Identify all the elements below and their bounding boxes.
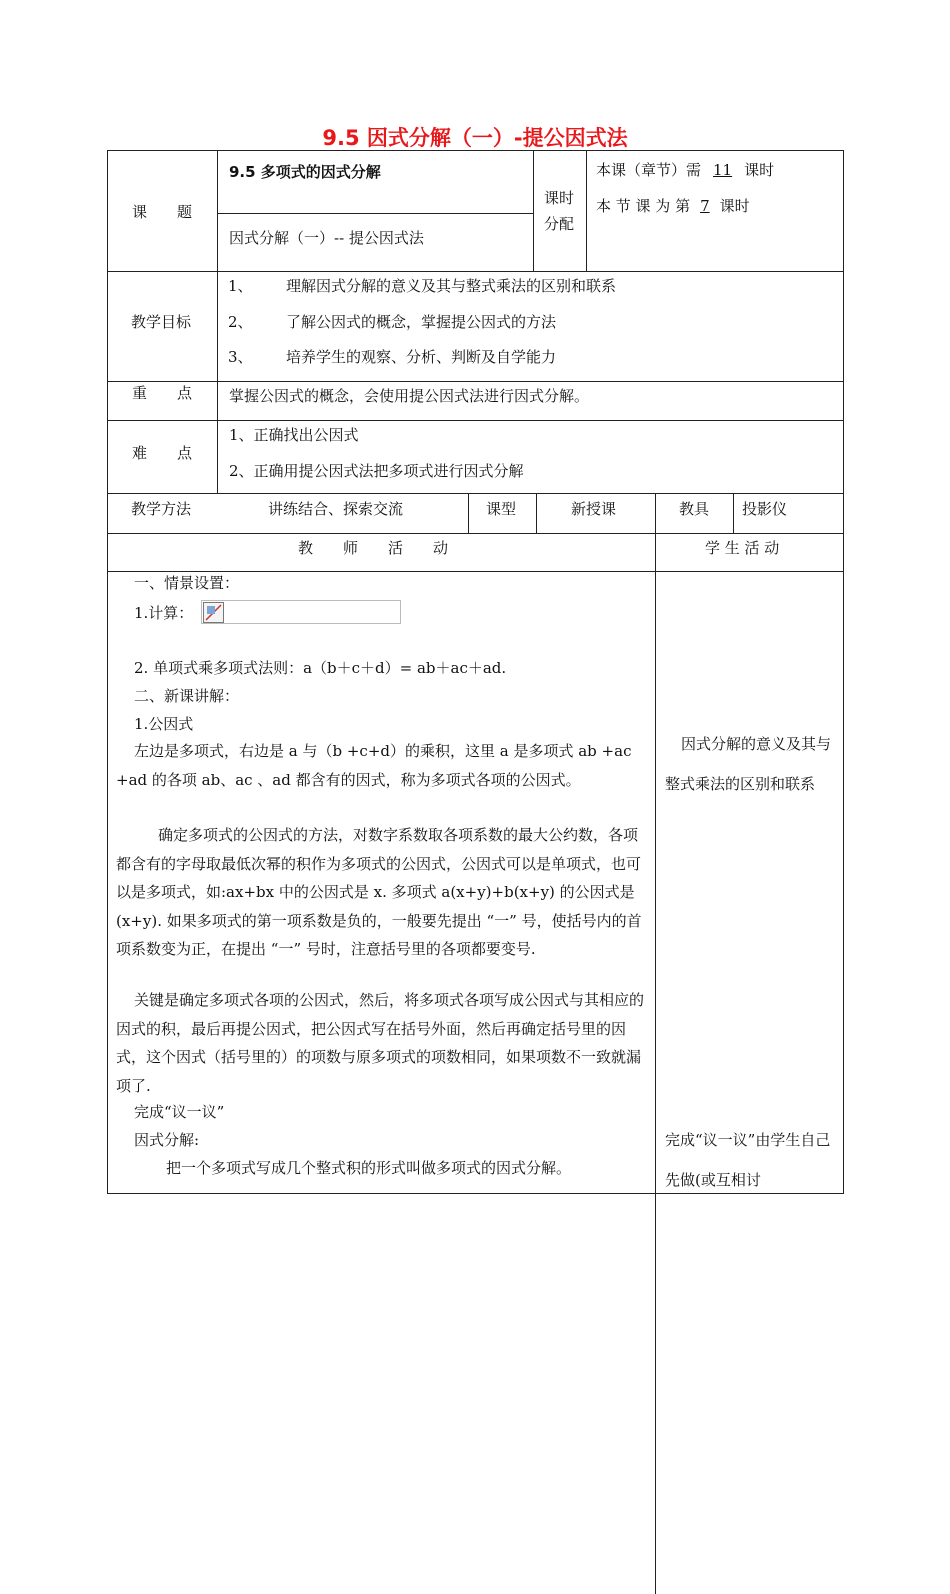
- difficulty-label: 难 点: [132, 444, 193, 462]
- tools-label: 教具: [679, 500, 710, 518]
- formula-image-placeholder: [201, 600, 401, 624]
- type-value: 新授课: [571, 500, 617, 518]
- broken-image-icon: [203, 602, 224, 623]
- goal-num-3: 3、: [228, 348, 253, 366]
- goal-text-3: 培养学生的观察、分析、判断及自学能力: [286, 348, 557, 366]
- goal-text-2: 了解公因式的概念，掌握提公因式的方法: [286, 313, 557, 331]
- paragraph-2: 确定多项式的公因式的方法，对数字系数取各项系数的最大公约数，各项都含有的字母取最低次幂的积作为多项式的公因式，公因式可以是单项式，也可以是多项式，如:ax+bx 中的公因式是 x. 多项式 a(x+y)+b(x+y) 的公因式是 (x+y). 如果多项式的第一项系数是负的，一般要先提出 “一” 号，使括号内的首项系数变为正，在提出 “一” 号时，注意括号里的各项都要变号.: [116, 826, 642, 958]
- student-activity-header: 学 生 活 动: [705, 539, 780, 557]
- definition-text: 把一个多项式写成几个整式积的形式叫做多项式的因式分解。: [166, 1159, 572, 1177]
- hours-label-1: 课时: [544, 189, 575, 207]
- method-label: 教学方法: [131, 500, 192, 518]
- tools-value: 投影仪: [742, 500, 788, 518]
- focus-label: 重 点: [132, 384, 193, 402]
- topic-main: 9.5 多项式的因式分解: [229, 163, 381, 181]
- hours-label-2: 分配: [544, 215, 575, 233]
- difficulty-item-1: 1、正确找出公因式: [229, 426, 359, 444]
- student-note-1: 因式分解的意义及其与整式乘法的区别和联系: [665, 735, 832, 793]
- complete-discuss: 完成“议一议”: [134, 1103, 225, 1121]
- type-label: 课型: [486, 500, 517, 518]
- goal-num-1: 1、: [228, 277, 253, 295]
- factor-label: 因式分解:: [134, 1131, 200, 1149]
- calc-label: 1.计算：: [134, 604, 194, 622]
- student-note-2: 完成“议一议”由学生自己先做(或互相讨: [665, 1131, 831, 1189]
- paragraph-1: 左边是多项式，右边是 a 与（b +c+d）的乘积，这里 a 是多项式 ab +ac +ad 的各项 ab、ac 、ad 都含有的因式，称为多项式各项的公因式。: [116, 742, 632, 789]
- subsection-common-factor: 1.公因式: [134, 715, 194, 733]
- goal-text-1: 理解因式分解的意义及其与整式乘法的区别和联系: [286, 277, 617, 295]
- method-value: 讲练结合、探索交流: [268, 500, 404, 518]
- section-new: 二、新课讲解：: [134, 687, 240, 705]
- difficulty-item-2: 2、正确用提公因式法把多项式进行因式分解: [229, 462, 524, 480]
- hours-total: 11: [713, 161, 733, 179]
- goals-label: 教学目标: [131, 313, 192, 331]
- rule-text: 2. 单项式乘多项式法则：a（b＋c＋d）= ab＋ac＋ad.: [134, 659, 507, 677]
- topic-label: 课 题: [132, 203, 193, 221]
- paragraph-3: 关键是确定多项式各项的公因式，然后，将多项式各项写成公因式与其相应的因式的积，最后再提公因式，把公因式写在括号外面，然后再确定括号里的因式，这个因式（括号里的）的项数与原多项式的项数相同，如果项数不一致就漏项了.: [116, 991, 645, 1095]
- hours-current: 7: [700, 197, 710, 215]
- section-scene: 一、情景设置：: [134, 574, 240, 592]
- page-title: 9.5 因式分解（一）-提公因式法: [322, 126, 628, 150]
- focus-text: 掌握公因式的概念，会使用提公因式法进行因式分解。: [229, 387, 590, 405]
- hours-line-2: 本 节 课 为 第 7 课时: [596, 197, 750, 215]
- teacher-activity-header: 教 师 活 动: [298, 539, 449, 557]
- topic-sub: 因式分解（一）-- 提公因式法: [229, 229, 424, 247]
- hours-line-1: 本课（章节）需 11 课时: [596, 161, 775, 179]
- goal-num-2: 2、: [228, 313, 253, 331]
